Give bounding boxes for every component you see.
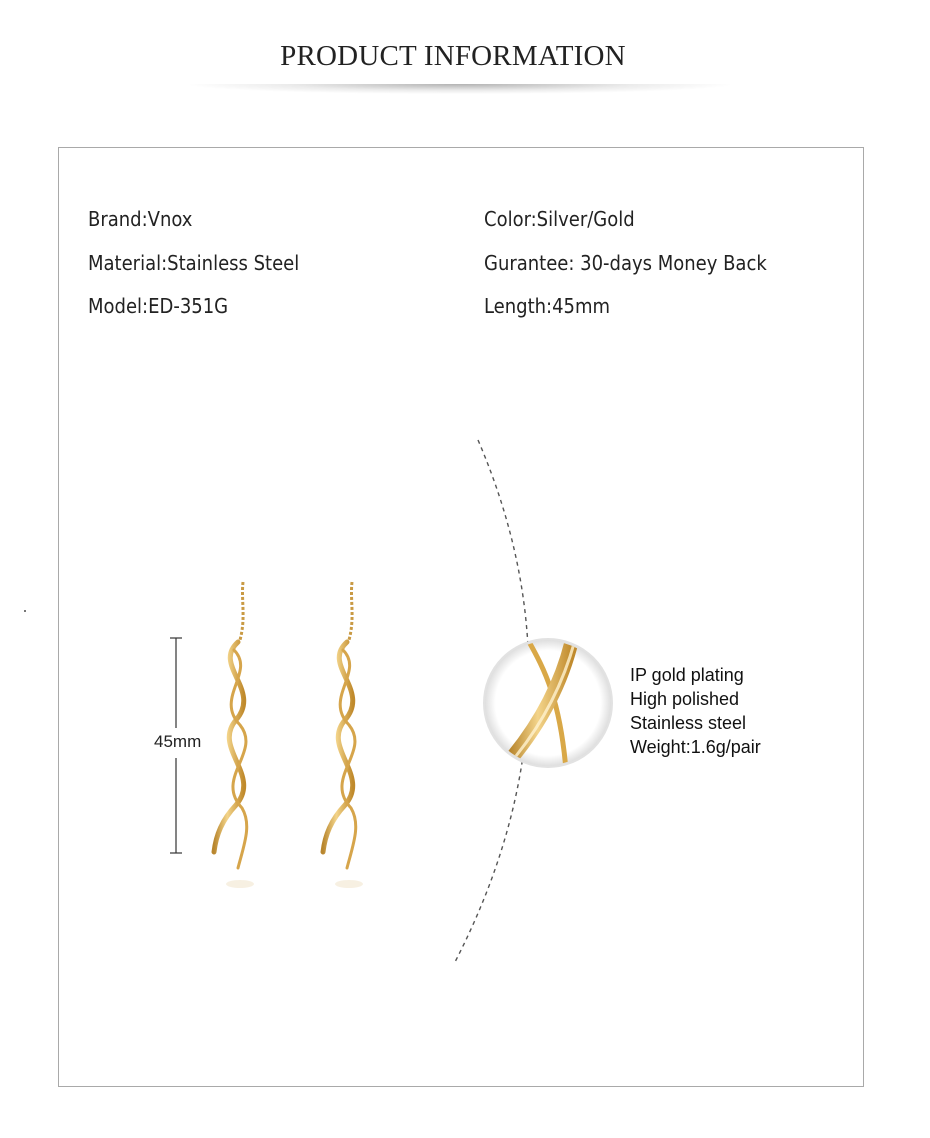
length-measure-label: 45mm [154,732,202,751]
spec-length: Length:45mm [484,294,611,318]
spec-model: Model:ED-351G [88,294,229,318]
spec-guarantee: Gurantee: 30-days Money Back [484,251,767,275]
feature-weight: Weight:1.6g/pair [630,737,761,757]
decorative-dot [24,610,26,612]
spec-brand: Brand:Vnox [88,207,193,231]
detail-magnifier-icon [484,639,612,770]
page-title: PRODUCT INFORMATION [280,40,626,72]
feature-stainless-steel: Stainless steel [630,713,747,733]
spec-material: Material:Stainless Steel [88,251,300,275]
feature-high-polished: High polished [630,689,740,709]
earring-left-icon [214,582,254,888]
earring-right-icon [323,582,363,888]
feature-ip-gold-plating: IP gold plating [630,665,744,685]
spec-color: Color:Silver/Gold [484,207,635,231]
